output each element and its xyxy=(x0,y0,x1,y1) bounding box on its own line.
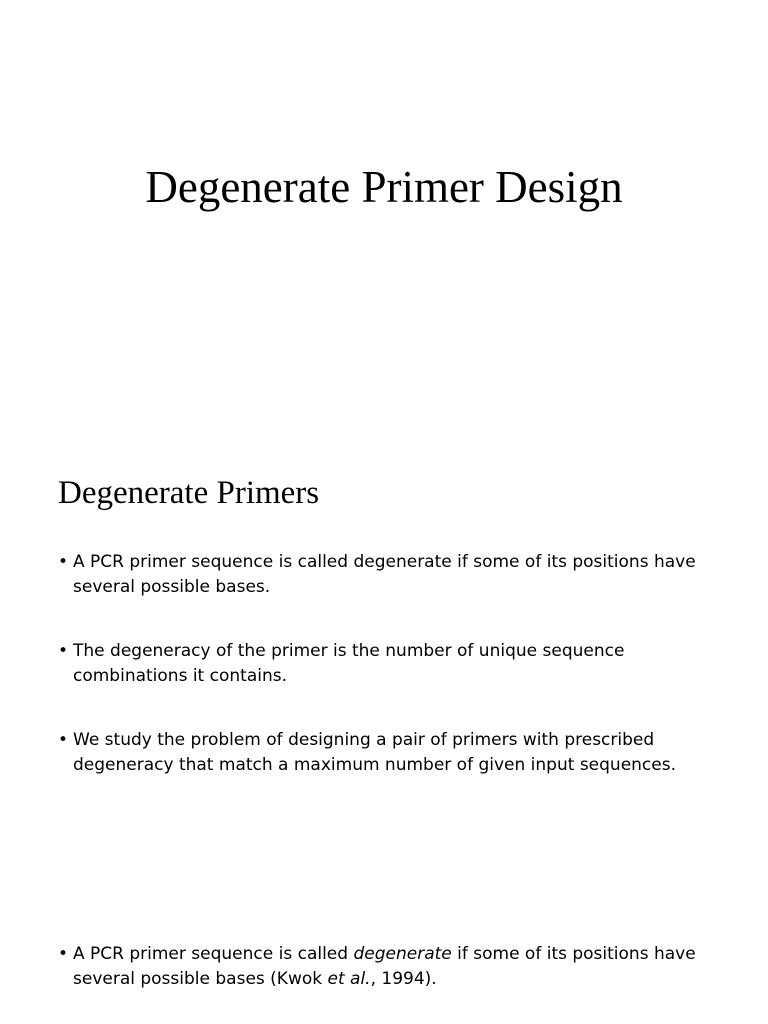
bullet-text-part: , 1994). xyxy=(370,968,437,989)
bullet-list xyxy=(58,550,708,777)
slide-heading: Degenerate Primers xyxy=(58,475,320,511)
bullet-text: A PCR primer sequence is called degenerate if some of its positions have several possible bases. xyxy=(73,552,696,597)
bullet-text: The degeneracy of the primer is the number of unique sequence combinations it contains. xyxy=(73,641,625,686)
bullet-item xyxy=(58,550,708,599)
bullet-text: We study the problem of designing a pair of primers with prescribed degeneracy that match a maximum number of given input sequences. xyxy=(73,730,676,775)
slide-definition xyxy=(0,920,768,1024)
bullet-item xyxy=(58,639,708,688)
bullet-dot-icon: • xyxy=(58,944,69,964)
bullet-dot-icon: • xyxy=(58,641,69,661)
bullet-emphasis: degenerate xyxy=(353,944,452,964)
bullet-text xyxy=(73,944,696,989)
bullet-dot-icon: • xyxy=(58,730,69,750)
slide-degenerate-primers xyxy=(0,440,768,840)
slide-title-text: Degenerate Primer Design xyxy=(145,162,623,212)
bullet-text-part: A PCR primer sequence is called xyxy=(73,944,354,964)
slide-title xyxy=(0,0,768,430)
bullet-item xyxy=(58,942,708,991)
bullet-item xyxy=(58,728,708,777)
bullet-text-part: if some of its positions have several possible bases (Kwok xyxy=(73,944,696,989)
bullet-dot-icon: • xyxy=(58,552,69,572)
bullet-list xyxy=(58,942,708,991)
bullet-emphasis: et al. xyxy=(327,968,371,989)
